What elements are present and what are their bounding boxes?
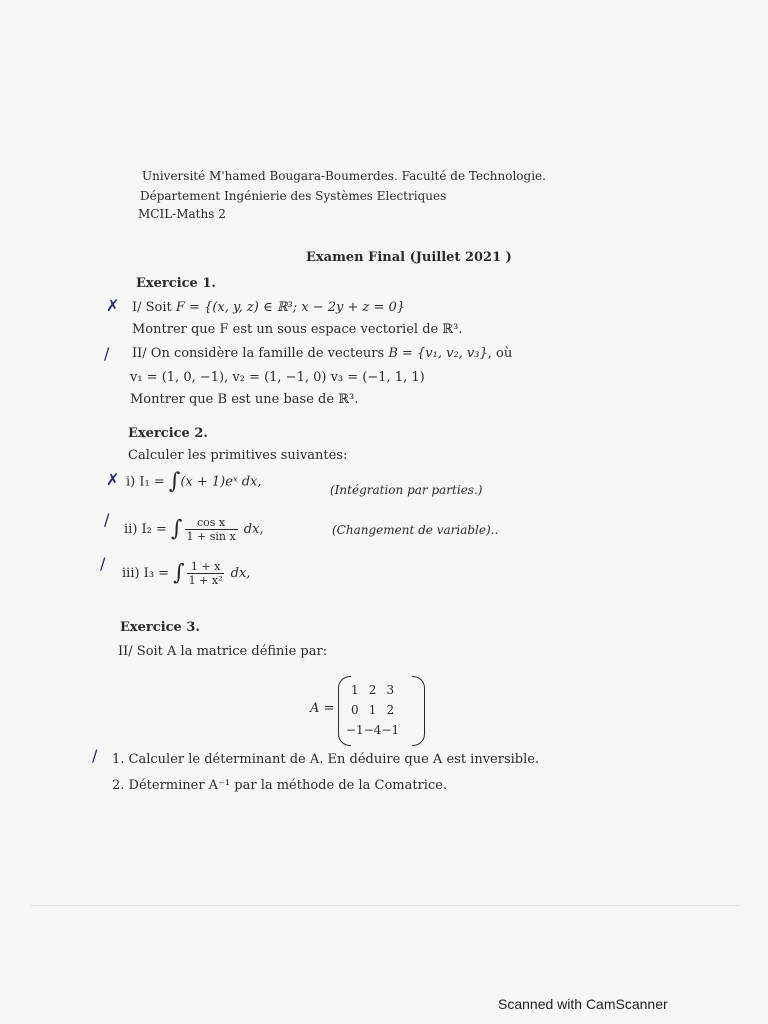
scanner-watermark: Scanned with CamScanner xyxy=(498,996,668,1012)
ex2-intro: Calculer les primitives suivantes: xyxy=(128,448,348,463)
ex1-part2 xyxy=(132,346,512,362)
matrix-cell: 1 xyxy=(368,703,377,717)
ex2-iii-fraction xyxy=(187,560,225,587)
ex2-ii-fraction xyxy=(185,516,238,543)
checkmark-cross-icon: ✗ xyxy=(106,470,120,489)
ex3-question-2: 2. Déterminer A⁻¹ par la méthode de la Comatrice. xyxy=(112,778,448,793)
ex2-i-body: (x + 1)eˣ dx, xyxy=(180,474,262,490)
ex1-part1-question: Montrer que F est un sous espace vectoriel de ℝ³. xyxy=(132,322,463,337)
ex1-part2-question: Montrer que B est une base de ℝ³. xyxy=(130,392,359,407)
ex1-vectors: v₁ = (1, 0, −1), v₂ = (1, −1, 0) v₃ = (−1, 1, 1) xyxy=(130,370,425,385)
ex2-iii-tail: dx, xyxy=(226,566,251,581)
matrix-cell: −1 xyxy=(346,723,364,737)
ex2-iii-numerator: 1 + x xyxy=(190,560,221,573)
ex2-i-label: i) I₁ = xyxy=(126,474,169,490)
ex1-part2-math: B = {v₁, v₂, v₃} xyxy=(388,346,488,361)
course-line: MCIL-Maths 2 xyxy=(138,207,226,221)
matrix-cell: 1 xyxy=(351,683,359,697)
ex2-ii-label: ii) I₂ = xyxy=(124,522,172,537)
checkmark-cross-icon: ✗ xyxy=(106,296,120,315)
checkmark-slash-icon: / xyxy=(104,344,110,363)
ex2-iii-denominator: 1 + x² xyxy=(188,574,223,587)
matrix-cell: 3 xyxy=(386,683,395,697)
integral-sign: ∫ xyxy=(173,560,185,586)
ex1-part1-prefix: I/ Soit xyxy=(132,300,176,315)
ex3-question-1: 1. Calculer le déterminant de A. En déduire que A est inversible. xyxy=(112,752,540,767)
ex1-part1-math: F = {(x, y, z) ∈ ℝ³; x − 2y + z = 0} xyxy=(175,300,406,315)
ex2-integral-3 xyxy=(122,560,250,587)
scan-shadow-line xyxy=(30,905,740,906)
exercise-2-heading: Exercice 2. xyxy=(128,426,208,441)
university-line: Université M'hamed Bougara-Boumerdes. Faculté de Technologie. xyxy=(142,169,546,183)
ex2-ii-denominator: 1 + sin x xyxy=(186,530,236,543)
matrix-cell: 2 xyxy=(368,683,377,697)
matrix-cell: 0 xyxy=(351,703,359,717)
checkmark-slash-icon: / xyxy=(100,554,106,573)
ex2-integral-1 xyxy=(126,469,262,494)
ex2-ii-note: (Changement de variable).. xyxy=(332,523,499,537)
ex1-part2-prefix: II/ On considère la famille de vecteurs xyxy=(132,346,389,361)
exam-title: Examen Final (Juillet 2021 ) xyxy=(306,250,512,265)
matrix-cell: −1 xyxy=(381,723,400,737)
ex2-iii-label: iii) I₃ = xyxy=(122,566,174,581)
matrix-label: A = xyxy=(310,701,335,716)
ex1-part1 xyxy=(132,300,405,316)
ex3-intro: II/ Soit A la matrice définie par: xyxy=(118,644,328,659)
ex2-i-note: (Intégration par parties.) xyxy=(330,483,483,497)
integral-sign: ∫ xyxy=(171,516,183,542)
checkmark-slash-icon: / xyxy=(92,746,98,765)
matrix-cell: 2 xyxy=(386,703,395,717)
checkmark-slash-icon: / xyxy=(104,510,110,529)
ex1-part2-suffix: , où xyxy=(487,346,513,361)
integral-sign: ∫ xyxy=(168,469,181,494)
exercise-1-heading: Exercice 1. xyxy=(136,276,216,291)
matrix-cell: −4 xyxy=(363,723,382,737)
ex2-ii-tail: dx, xyxy=(239,522,264,537)
department-line: Département Ingénierie des Systèmes Electriques xyxy=(140,189,447,203)
exercise-3-heading: Exercice 3. xyxy=(120,620,200,635)
matrix-entries xyxy=(346,680,399,740)
ex2-integral-2 xyxy=(124,516,264,543)
ex2-ii-numerator: cos x xyxy=(197,516,226,529)
matrix-right-paren xyxy=(412,676,425,746)
